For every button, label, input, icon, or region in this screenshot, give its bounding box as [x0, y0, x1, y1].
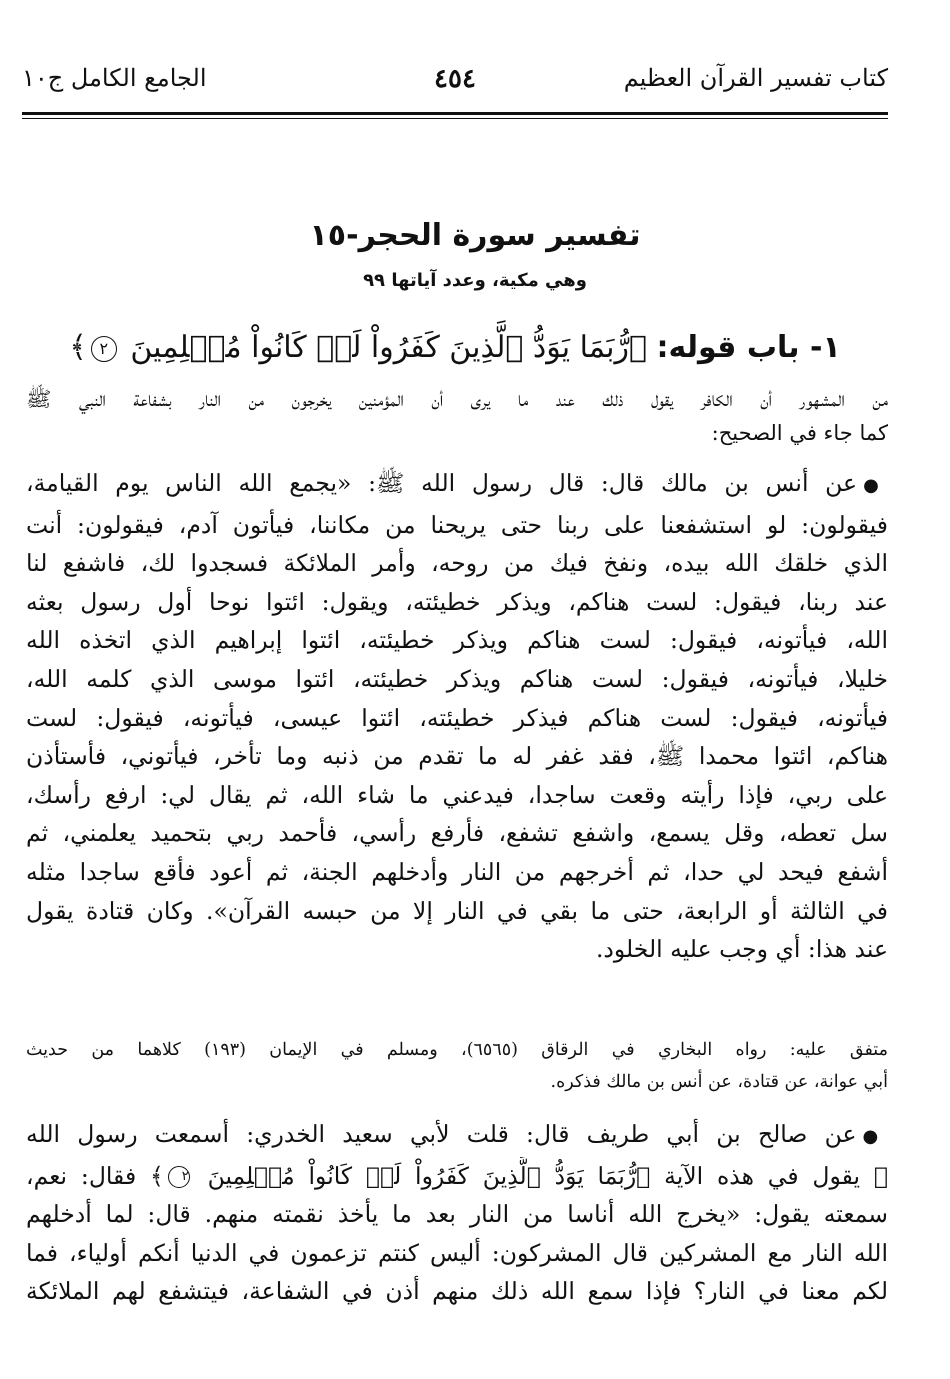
hadith-paragraph	[26, 464, 888, 969]
bullet-icon: ●	[862, 1126, 888, 1147]
hadith-line-text: عن أنس بن مالك قال: قال رسول الله ﷺ: «يجمع الله الناس يوم القيامة،	[26, 469, 858, 497]
chapter-title: تفسير سورة الحجر-١٥	[309, 218, 641, 253]
header-rule-thick	[22, 112, 888, 115]
takhrij-line: متفق عليه: رواه البخاري في الرقاق (٦٥٦٥)، ومسلم في الإيمان (١٩٣) كلاهما من حديث	[26, 1040, 888, 1060]
bab-heading	[22, 330, 888, 365]
verse-number-marker: ٢	[91, 336, 117, 362]
hadith-line: أشفع فيحد لي حدا، ثم أخرجهم من النار وأدخلهم الجنة، ثم أعود فأقع ساجدا مثله	[26, 857, 888, 886]
hadith-line: في الثالثة أو الرابعة، حتى ما بقي في النار إلا من حبسه القرآن». وكان قتادة يقول	[26, 896, 888, 925]
header-book-title: كتاب تفسير القرآن العظيم	[623, 64, 888, 92]
hadith-line: خليلا، فيأتونه، فيقول: لست هناكم ويذكر خطيئته، ائتوا موسى الذي كلمه الله،	[26, 664, 888, 693]
hadith-line: على ربي، فإذا رأيته وقعت ساجدا، فيدعني ما شاء الله، ثم يقال لي: ارفع رأسك،	[26, 780, 888, 809]
running-header	[22, 64, 888, 108]
hadith-line: فيقولون: لو استشفعنا على ربنا حتى يريحنا من مكاننا، فيأتون آدم، فيقولون: أنت	[26, 510, 888, 539]
hadith-line: لكم معنا في النار؟ فإذا سمع الله ذلك منهم أذن في الشفاعة، فيتشفع لهم الملائكة	[26, 1277, 888, 1306]
header-volume: الجامع الكامل ج١٠	[22, 64, 207, 92]
intro-line: كما جاء في الصحيح:	[711, 421, 888, 445]
hadith-line	[26, 464, 888, 506]
hadith-line-text: ﷺ يقول في هذه الآية ﴿رُّبَمَا يَوَدُّ ٱلَّذِينَ كَفَرُواْ لَوۡ كَانُواْ مُسۡلِمِينَ	[207, 1161, 888, 1190]
hadith-line: الذي خلقك الله بيده، ونفخ فيك من روحه، وأمر الملائكة فسجدوا لك، فاشفع لنا	[26, 549, 888, 578]
bab-verse: ﴿رُّبَمَا يَوَدُّ ٱلَّذِينَ كَفَرُواْ لَوۡ كَانُواْ مُسۡلِمِينَ	[130, 330, 647, 365]
hadith-line	[26, 1115, 888, 1157]
header-rule-thin	[22, 118, 888, 119]
hadith-line-text: عن صالح بن أبي طريف قال: قلت لأبي سعيد الخدري: أسمعت رسول الله	[26, 1120, 857, 1148]
hadith-line	[26, 1157, 888, 1196]
hadith-line: عند ربنا، فيقول: لست هناكم، ويذكر خطيئته، ويقول: ائتوا نوحا أول رسول بعثه	[26, 587, 888, 616]
hadith-line: عند هذا: أي وجب عليه الخلود.	[595, 935, 888, 964]
page-number: ٤٥٤	[434, 64, 476, 94]
takhrij-line: أبي عوانة، عن قتادة، عن أنس بن مالك فذكره.	[550, 1072, 888, 1092]
hadith-line: الله النار مع المشركين قال المشركون: أليس كنتم تزعمون في الدنيا أنكم أولياء، فما	[26, 1238, 888, 1267]
bullet-icon: ●	[863, 475, 888, 496]
hadith-line: سل تعطه، وقل يسمع، واشفع تشفع، فأرفع رأسي، فأحمد ربي بتحميد يعلمني، ثم	[26, 819, 888, 848]
takhrij-note	[26, 1034, 888, 1098]
chapter-subtitle: وهي مكية، وعدد آياتها ٩٩	[363, 270, 587, 291]
bab-verse-close: ﴾	[69, 330, 87, 365]
verse-number-marker: ٢	[168, 1166, 190, 1188]
intro-line: من المشهور أن الكافر يقول ذلك عند ما يرى أن المؤمنين يخرجون من النار بشفاعة النبي ﷺ	[26, 387, 888, 411]
hadith-line: سمعته يقول: «يخرج الله أناسا من النار بعد ما يأخذ نقمته منهم. قال: لما أدخلهم	[26, 1200, 888, 1229]
hadith-line-text: ﴾ فقال: نعم،	[26, 1161, 164, 1190]
bab-label: ١- باب قوله:	[656, 330, 841, 365]
hadith-paragraph-2	[26, 1115, 888, 1311]
hadith-line: فيأتونه، فيقول: لست هناكم فيذكر خطيئته، ائتوا عيسى، فيأتونه، فيقول: لست	[26, 703, 888, 732]
hadith-line: هناكم، ائتوا محمدا ﷺ، فقد غفر له ما تقدم من ذنبه وما تأخر، فيأتوني، فأستأذن	[26, 742, 888, 771]
intro-paragraph	[26, 382, 888, 450]
hadith-line: الله، فيأتونه، فيقول: لست هناكم ويذكر خطيئته، ائتوا إبراهيم الذي اتخذه الله	[26, 626, 888, 655]
